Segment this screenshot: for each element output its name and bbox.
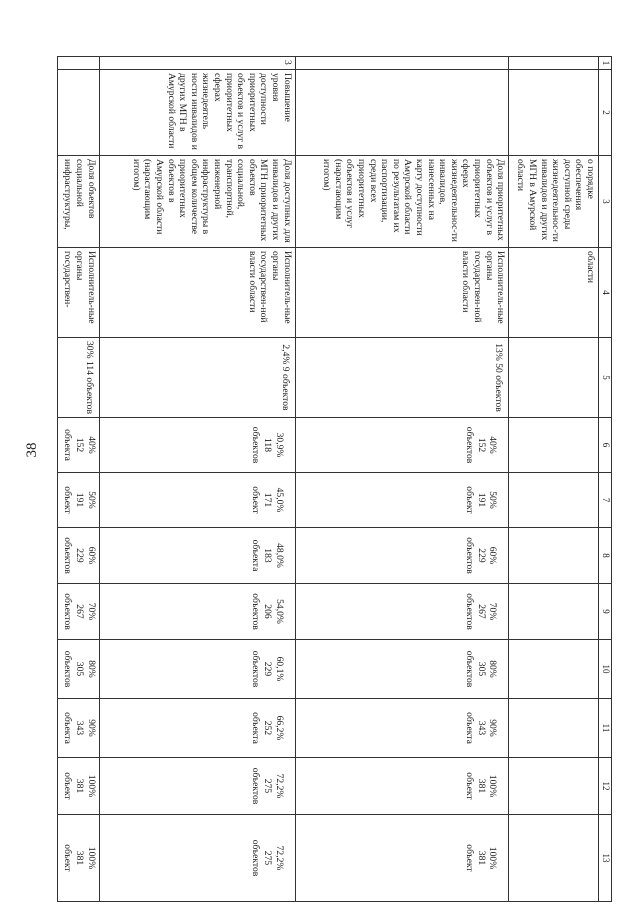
value-unit: объектов	[62, 650, 74, 688]
value-cell	[58, 418, 100, 473]
cell	[509, 699, 599, 758]
value-unit: объект	[62, 486, 74, 514]
col-header-8: 8	[599, 528, 612, 584]
value-cell	[99, 758, 295, 815]
value-percent: 45,0%	[273, 487, 285, 513]
col-header-10: 10	[599, 640, 612, 699]
value-cell	[295, 418, 509, 473]
value-unit: объектов	[62, 537, 74, 574]
value-count: 267	[74, 604, 86, 619]
base-value: 13% 50 объектов	[295, 338, 509, 418]
value-count: 343	[74, 720, 86, 736]
value-cell	[99, 640, 295, 699]
cell	[509, 640, 599, 699]
col-header-9: 9	[599, 584, 612, 640]
value-percent: 50%	[85, 491, 97, 509]
base-value: 30% 114 объектов	[58, 338, 100, 418]
value-count: 229	[262, 661, 273, 677]
value-cell	[99, 815, 295, 902]
cell	[509, 338, 599, 418]
value-cell	[295, 528, 509, 584]
value-percent: 48,0%	[273, 543, 285, 568]
value-count: 343	[475, 720, 487, 736]
value-unit: объект	[464, 486, 476, 514]
value-unit: объекта	[62, 712, 74, 744]
value-count: 275	[262, 778, 273, 794]
base-value: 2,4% 9 объектов	[99, 338, 295, 418]
col-header-1: 1	[599, 57, 612, 70]
col-header-5: 5	[599, 338, 612, 418]
cell	[509, 528, 599, 584]
value-count: 229	[475, 548, 487, 563]
value-cell	[58, 584, 100, 640]
table-row	[509, 57, 599, 902]
value-percent: 60%	[487, 546, 499, 565]
value-count: 206	[262, 604, 273, 619]
cell	[509, 70, 599, 156]
cell	[509, 473, 599, 528]
value-cell	[58, 699, 100, 758]
col-header-6: 6	[599, 418, 612, 473]
indicator-text: Доля объектов социальной инфраструктуры,	[58, 156, 100, 248]
value-unit: объектов	[464, 650, 476, 688]
task-text: Повышение уровня доступности приоритетных объектов и услуг в приоритетных сферах жизнедеятель ности инвалидов и других МГН в Амурской области	[99, 70, 295, 156]
value-percent: 100%	[85, 774, 97, 798]
value-cell	[295, 815, 509, 902]
table-row	[58, 57, 100, 902]
value-count: 183	[262, 548, 273, 563]
value-count: 305	[475, 661, 487, 677]
value-percent: 60,1%	[273, 656, 285, 682]
header-row	[599, 57, 612, 902]
indicators-table	[57, 56, 612, 902]
value-unit: объект	[62, 772, 74, 800]
value-percent: 60%	[85, 546, 97, 565]
value-cell	[99, 473, 295, 528]
cell	[58, 70, 100, 156]
value-percent: 70%	[487, 602, 499, 621]
value-cell	[99, 528, 295, 584]
table-row	[99, 57, 295, 902]
value-percent: 90%	[487, 719, 499, 737]
value-cell	[58, 528, 100, 584]
value-percent: 72,2%	[273, 845, 285, 871]
value-unit: объектов	[464, 426, 476, 464]
value-percent: 100%	[487, 846, 499, 870]
col-header-4: 4	[599, 248, 612, 338]
value-count: 381	[74, 850, 86, 866]
col-header-3: 3	[599, 156, 612, 248]
page-number: 38	[24, 442, 40, 458]
value-cell	[99, 584, 295, 640]
value-unit: объект	[250, 486, 262, 514]
value-count: 118	[262, 437, 273, 453]
col-header-7: 7	[599, 473, 612, 528]
value-percent: 50%	[487, 491, 499, 509]
value-count: 152	[74, 437, 86, 453]
value-count: 252	[262, 720, 273, 736]
value-cell	[295, 473, 509, 528]
value-percent: 72,2%	[273, 773, 285, 799]
cell	[509, 57, 599, 70]
value-count: 191	[74, 492, 86, 508]
value-count: 152	[475, 437, 487, 453]
col-header-11: 11	[599, 699, 612, 758]
value-count: 381	[74, 778, 86, 794]
value-cell	[99, 699, 295, 758]
value-percent: 100%	[487, 774, 499, 798]
value-count: 381	[475, 778, 487, 794]
value-percent: 40%	[487, 436, 499, 454]
value-percent: 66,2%	[273, 715, 285, 741]
value-percent: 70%	[85, 602, 97, 621]
row-number: 3	[99, 57, 295, 70]
executor-text: Исполнитель-ные органы государствен-ной власти области	[99, 248, 295, 338]
value-unit: объектов	[464, 593, 476, 630]
cell	[509, 418, 599, 473]
value-cell	[295, 584, 509, 640]
value-unit: объектов	[250, 767, 262, 805]
value-count: 305	[74, 661, 86, 677]
indicator-text: о порядке обеспечения доступной среды жизнедеятельнос-ти инвалидов и других МГН в Амурской области	[509, 156, 599, 248]
value-cell	[58, 473, 100, 528]
executor-text: области	[509, 248, 599, 338]
rotated-table-wrapper	[57, 56, 612, 901]
value-count: 267	[475, 604, 487, 619]
value-percent: 80%	[85, 660, 97, 678]
value-count: 171	[262, 492, 273, 508]
cell	[58, 57, 100, 70]
value-percent: 100%	[85, 846, 97, 870]
value-unit: объектов	[250, 593, 262, 630]
cell	[295, 57, 509, 70]
value-count: 275	[262, 850, 273, 866]
value-cell	[99, 418, 295, 473]
value-percent: 40%	[85, 436, 97, 454]
value-cell	[295, 640, 509, 699]
cell	[509, 758, 599, 815]
value-count: 381	[475, 850, 487, 866]
value-count: 191	[475, 492, 487, 508]
cell	[509, 584, 599, 640]
value-unit: объект	[62, 844, 74, 872]
value-percent: 90%	[85, 719, 97, 737]
value-cell	[295, 758, 509, 815]
value-percent: 54,0%	[273, 599, 285, 624]
value-unit: объекта	[62, 429, 74, 461]
cell	[509, 815, 599, 902]
table-row	[295, 57, 509, 902]
indicator-text: Доля доступных для инвалидов и других МГН приоритетных объектов социальной, транспортной, инженерной инфраструктуры в общем количестве приоритетных объектов в Амурской области (нарастающим итогом)	[99, 156, 295, 248]
col-header-2: 2	[599, 70, 612, 156]
cell	[295, 70, 509, 156]
value-unit: объектов	[62, 593, 74, 630]
value-count: 229	[74, 548, 86, 563]
value-unit: объект	[464, 772, 476, 800]
value-unit: объект	[464, 844, 476, 872]
value-unit: объектов	[250, 839, 262, 877]
value-cell	[58, 758, 100, 815]
col-header-13: 13	[599, 815, 612, 902]
executor-text: Исполнитель-ные органы государствен-	[58, 248, 100, 338]
value-unit: объекта	[250, 712, 262, 744]
value-percent: 30,9%	[273, 432, 285, 458]
indicator-text: Доля приоритетных объектов и услуг в приоритетных сферах жизнедеятельнос-ти инвалидов, нанесенных на карту доступности Амурской области по результатам их паспортизации, среди всех приоритетных объектов и услуг (нарастающим итогом)	[295, 156, 509, 248]
value-unit: объектов	[250, 426, 262, 464]
value-unit: объектов	[250, 650, 262, 688]
value-unit: объекта	[464, 712, 476, 744]
value-percent: 80%	[487, 660, 499, 678]
col-header-12: 12	[599, 758, 612, 815]
value-unit: объекта	[250, 539, 262, 572]
executor-text: Исполнитель-ные органы государствен-ной власти области	[295, 248, 509, 338]
value-unit: объектов	[464, 537, 476, 574]
value-cell	[58, 815, 100, 902]
value-cell	[295, 699, 509, 758]
value-cell	[58, 640, 100, 699]
